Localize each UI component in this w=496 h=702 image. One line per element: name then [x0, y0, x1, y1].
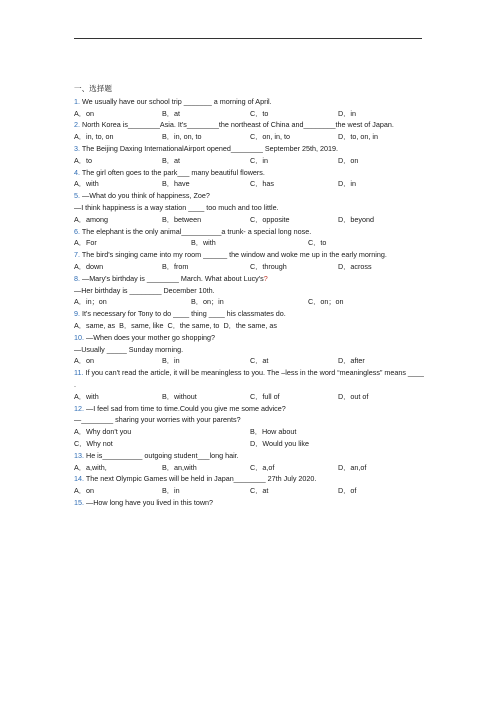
question-9	[74, 308, 426, 320]
question-text: We usually have our school trip _______ a morning of April.	[82, 96, 272, 106]
option-c[interactable]: C．to	[250, 108, 269, 118]
question-3	[74, 143, 426, 155]
question-number: 4.	[74, 167, 80, 177]
option-b[interactable]: B．an,with	[162, 462, 197, 472]
question-5-response: —I think happiness is a way station ____ too much and too little.	[74, 202, 279, 212]
question-number: 9.	[74, 309, 80, 319]
options-1	[74, 108, 426, 120]
options-6	[74, 237, 426, 249]
option-b[interactable]: B．in	[162, 356, 180, 366]
option-b[interactable]: B．from	[162, 261, 189, 271]
option-d[interactable]: D．in	[338, 179, 356, 189]
option-a[interactable]: A．Why don't you	[74, 427, 132, 437]
question-10-response: —Usually _____ Sunday morning.	[74, 344, 184, 354]
question-text: The next Olympic Games will be held in Japan________ 27th July 2020.	[85, 474, 317, 484]
option-c[interactable]: C．in	[250, 155, 268, 165]
option-a[interactable]: A．among	[74, 214, 108, 224]
section-title: 一、选择题	[74, 84, 112, 93]
option-a[interactable]: A．on	[74, 356, 94, 366]
question-number: 13.	[74, 450, 84, 460]
option-a[interactable]: A．same, as	[74, 320, 116, 330]
question-2	[74, 119, 426, 131]
option-d[interactable]: D．in	[338, 108, 356, 118]
question-4	[74, 167, 426, 179]
option-b[interactable]: B．in, on, to	[162, 132, 202, 142]
option-a[interactable]: A．For	[74, 238, 97, 248]
options-5	[74, 214, 426, 226]
question-11	[74, 367, 426, 391]
question-8	[74, 273, 426, 285]
question-text: North Korea is________Asia. It's________the northeast of China and________the west of Japan.	[82, 120, 394, 130]
options-12-row-1	[74, 426, 426, 438]
question-text: The bird's singing came into my room ______ the window and woke me up in the early morning.	[81, 250, 387, 260]
question-text: The Beijing Daxing InternationalAirport opened________ September 25th, 2019.	[81, 143, 339, 153]
question-text: He is__________ outgoing student___long hair.	[86, 450, 239, 460]
option-d[interactable]: D．to, on, in	[338, 132, 378, 142]
question-text: —When does your mother go shopping?	[86, 332, 216, 342]
option-d[interactable]: D．of	[338, 486, 357, 496]
option-a[interactable]: A．on	[74, 486, 94, 496]
question-14	[74, 473, 426, 485]
option-c[interactable]: C．opposite	[250, 214, 290, 224]
question-5	[74, 190, 426, 202]
option-d[interactable]: D．on	[338, 155, 359, 165]
option-d[interactable]: D．an,of	[338, 462, 367, 472]
option-c[interactable]: C．through	[250, 261, 287, 271]
option-b[interactable]: B．have	[162, 179, 190, 189]
option-c[interactable]: C．on；on	[308, 297, 344, 307]
options-3	[74, 155, 426, 167]
question-10	[74, 332, 426, 344]
option-a[interactable]: A．down	[74, 261, 104, 271]
option-b[interactable]: B．without	[162, 391, 197, 401]
option-b[interactable]: B．at	[162, 108, 180, 118]
option-d[interactable]: D．across	[338, 261, 372, 271]
option-c[interactable]: C．at	[250, 486, 269, 496]
question-text: The elephant is the only animal__________a trunk- a special long nose.	[81, 226, 312, 236]
options-11	[74, 391, 426, 403]
question-text: If you can't read the article, it will be meaningless to you. The –less in the word “meaningless” means ____ .	[74, 368, 424, 389]
question-12-response: —________ sharing your worries with your parents?	[74, 415, 241, 425]
option-a[interactable]: A．with	[74, 391, 99, 401]
options-10	[74, 355, 426, 367]
option-c[interactable]: C．full of	[250, 391, 280, 401]
option-b[interactable]: B．on；in	[191, 297, 224, 307]
question-text: —What do you think of happiness, Zoe?	[82, 191, 210, 201]
options-8	[74, 296, 426, 308]
question-text: —Mary's birthday is ________ March. What about Lucy's	[82, 273, 264, 283]
options-12-row-2	[74, 438, 426, 450]
question-15	[74, 497, 426, 509]
options-13	[74, 462, 426, 474]
question-text: It's necessary for Tony to do ____ thing ____ his classmates do.	[82, 309, 286, 319]
options-14	[74, 485, 426, 497]
option-d[interactable]: D．the same, as	[223, 320, 277, 330]
question-number: 11.	[74, 368, 84, 378]
option-a[interactable]: A．in, to, on	[74, 132, 114, 142]
question-number: 12.	[74, 403, 84, 413]
options-9	[74, 320, 426, 332]
question-number: 15.	[74, 497, 84, 507]
question-1	[74, 96, 426, 108]
option-c[interactable]: C．a,of	[250, 462, 275, 472]
question-text: —I feel sad from time to time.Could you give me some advice?	[86, 403, 286, 413]
option-a[interactable]: A．on	[74, 108, 94, 118]
option-c[interactable]: C．on, in, to	[250, 132, 290, 142]
options-4	[74, 178, 426, 190]
option-c[interactable]: C．to	[308, 238, 327, 248]
question-number: 5.	[74, 191, 80, 201]
option-d[interactable]: D．out of	[338, 391, 369, 401]
question-text: The girl often goes to the park___ many beautiful flowers.	[81, 167, 265, 177]
question-number: 7.	[74, 250, 80, 260]
question-number: 2.	[74, 120, 80, 130]
option-c[interactable]: C．Why not	[74, 438, 113, 448]
option-d[interactable]: D．beyond	[338, 214, 374, 224]
option-c[interactable]: C．has	[250, 179, 274, 189]
option-a[interactable]: A．in；on	[74, 297, 107, 307]
option-a[interactable]: A．with	[74, 179, 99, 189]
options-7	[74, 261, 426, 273]
question-number: 14.	[74, 474, 84, 484]
exam-page	[74, 83, 426, 509]
header-rule	[74, 38, 422, 39]
question-number: 10.	[74, 332, 84, 342]
option-d[interactable]: D．Would you like	[250, 438, 309, 448]
question-8-response: —Her birthday is ________ December 10th.	[74, 285, 215, 295]
option-d[interactable]: D．after	[338, 356, 365, 366]
question-6	[74, 226, 426, 238]
option-a[interactable]: A．to	[74, 155, 92, 165]
question-13	[74, 450, 426, 462]
option-b[interactable]: B．between	[162, 214, 202, 224]
question-number: 1.	[74, 96, 80, 106]
option-b[interactable]: B．at	[162, 155, 180, 165]
question-12	[74, 403, 426, 415]
option-b[interactable]: B．same, like	[119, 320, 164, 330]
option-b[interactable]: B．in	[162, 486, 180, 496]
option-b[interactable]: B．How about	[250, 427, 297, 437]
question-number: 8.	[74, 273, 80, 283]
question-7	[74, 249, 426, 261]
option-a[interactable]: A．a,with,	[74, 462, 107, 472]
question-number: 3.	[74, 143, 80, 153]
option-c[interactable]: C．at	[250, 356, 269, 366]
question-text: —How long have you lived in this town?	[86, 497, 214, 507]
options-2	[74, 131, 426, 143]
option-c[interactable]: C．the same, to	[167, 320, 220, 330]
question-number: 6.	[74, 226, 80, 236]
option-b[interactable]: B．with	[191, 238, 216, 248]
question-mark: ?	[263, 273, 268, 283]
